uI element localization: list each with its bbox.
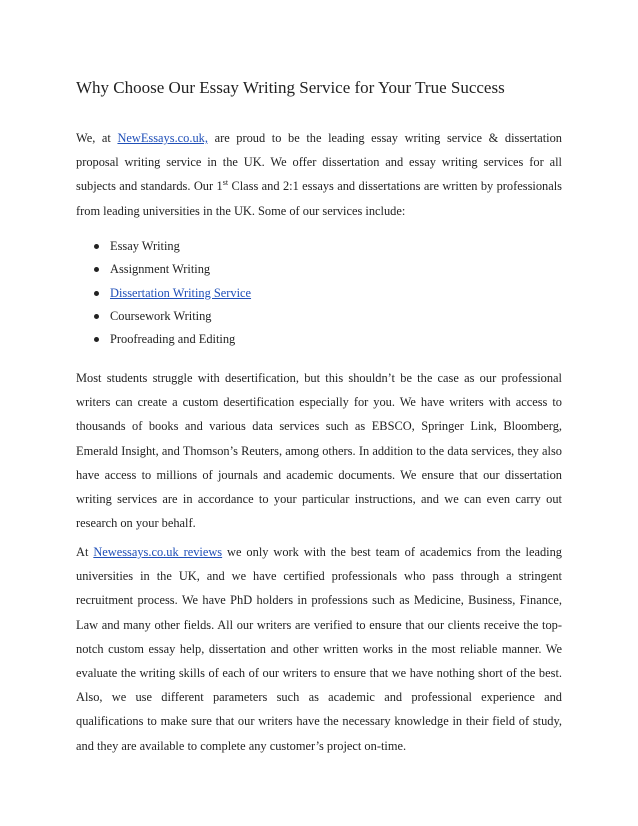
intro-paragraph xyxy=(76,126,562,223)
reviews-text-start: At xyxy=(76,545,94,559)
list-item xyxy=(76,258,562,281)
list-item xyxy=(76,235,562,258)
dissertation-writing-service-link[interactable]: Dissertation Writing Service xyxy=(110,285,252,300)
bullet-dot-icon xyxy=(94,314,99,319)
services-list xyxy=(76,235,562,351)
service-label: Assignment Writing xyxy=(110,262,211,277)
reviews-link[interactable]: Newessays.co.uk reviews xyxy=(93,545,223,559)
reviews-text-end: we only work with the best team of academics from the leading universities in the UK, and we have certified professionals who pass through a stringent recruitment process. We have PhD holders in professions such as Medicine, Business, Finance, Law and many other fields. All our writers are verified to ensure that our clients receive the top-notch custom essay help, dissertation and other written works in the most reliable manner. We evaluate the writing skills of each of our writers to ensure that we have nothing short of the best. Also, we use different parameters such as academic and professional experience and qualifications to make sure that our writers have the necessary knowledge in their field of study, and they are available to complete any customer’s project on-time. xyxy=(76,545,562,753)
bullet-dot-icon xyxy=(94,337,99,342)
bullet-dot-icon xyxy=(94,244,99,249)
reviews-paragraph xyxy=(76,540,562,758)
list-item xyxy=(76,305,562,328)
service-label: Coursework Writing xyxy=(110,308,212,323)
intro-text-end: Class and 2:1 essays and dissertations are written by professionals from leading universities in the UK. Some of our services include: xyxy=(76,179,562,218)
list-item xyxy=(76,282,562,305)
intro-text-middle: are proud to be the leading essay writing service & dissertation proposal writing service in the UK. We offer dissertation and essay writing services for all subjects and standards. Our 1 xyxy=(76,131,563,194)
service-label: Essay Writing xyxy=(110,239,180,253)
page-title: Why Choose Our Essay Writing Service for Your True Success xyxy=(76,78,505,97)
intro-text-start: We, at xyxy=(76,131,118,145)
list-item xyxy=(76,328,562,351)
newessays-link[interactable]: NewEssays.co.uk, xyxy=(117,131,208,145)
bullet-dot-icon xyxy=(94,267,99,272)
bullet-dot-icon xyxy=(94,291,99,296)
service-label: Proofreading and Editing xyxy=(110,332,236,347)
document-page xyxy=(76,0,562,826)
writers-paragraph: Most students struggle with desertification, but this shouldn’t be the case as our professional writers can create a custom desertification especially for you. We have writers with access to thousands of books and various data services such as EBSCO, Springer Link, Bloomberg, Emerald Insight, and Thomson’s Reuters, among others. In addition to the data services, they also have access to millions of journals and academic documents. We ensure that our dissertation writing services are in accordance to your particular instructions, and we can even carry out research on your behalf. xyxy=(76,371,562,531)
superscript-st: st xyxy=(222,178,229,188)
